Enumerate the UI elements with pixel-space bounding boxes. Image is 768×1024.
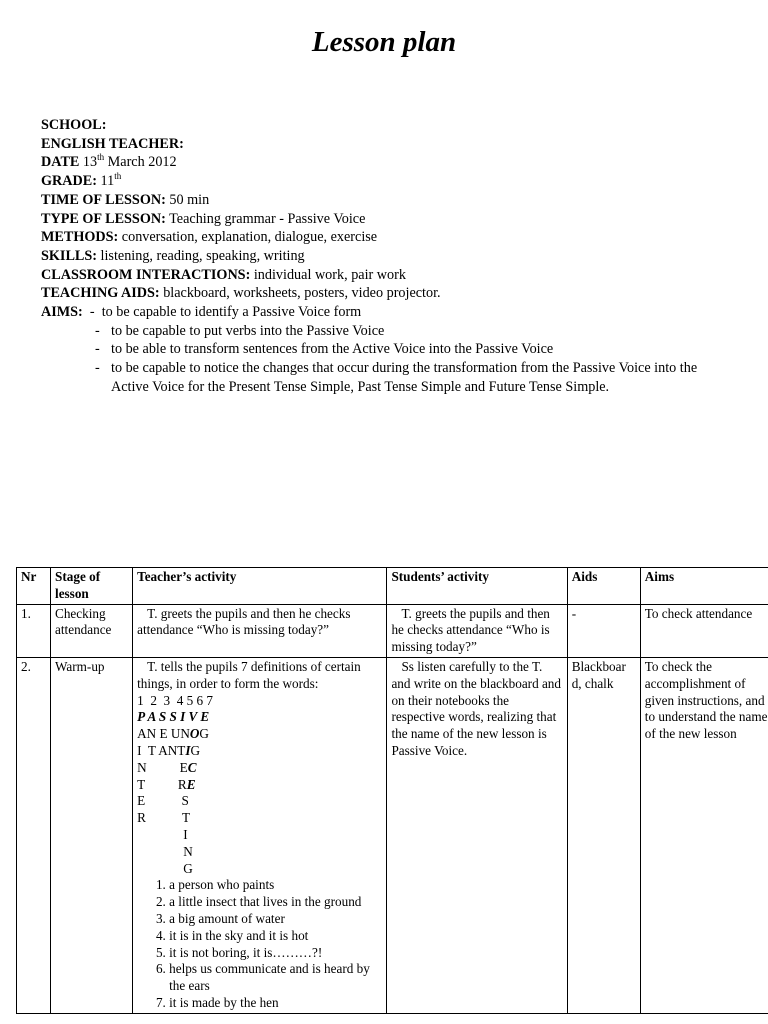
aims-row: AIMS: - to be capable to identify a Passive Voice form [41,304,362,321]
definitions-list [137,877,382,1011]
table-row [17,604,768,657]
definition-item: 3. a big amount of water [169,911,382,928]
header-aims: Aims [640,568,768,605]
type-label: TYPE OF LESSON: [41,210,166,227]
definition-item: 7. it is made by the hen [169,995,382,1012]
time-row [41,191,721,210]
date-rest: March 2012 [104,154,177,171]
header-teacher-activity: Teacher’s activity [133,568,387,605]
grade-label: GRADE: [41,173,97,190]
aims-item: - to be able to transform sentences from the Active Voice into the Passive Voice [95,341,554,358]
header-nr: Nr [17,568,51,605]
grade-row [41,172,721,191]
methods-row [41,228,721,247]
header-aids: Aids [567,568,640,605]
skills-value: listening, reading, speaking, writing [100,247,305,264]
aims-label: AIMS: [41,304,83,321]
row-stage: Warm-up [51,657,133,1013]
definition-item: 5. it is not boring, it is………?! [169,945,382,962]
header-stage: Stage of lesson [51,568,133,605]
date-day: 13 [82,154,98,171]
school-row [41,116,721,135]
skills-row [41,247,721,266]
teacher-intro: T. tells the pupils 7 definitions of certain things, in order to form the words: [137,658,361,691]
skills-label: SKILLS: [41,247,97,264]
definition-item: 1. a person who paints [169,877,382,894]
aids-label: TEACHING AIDS: [41,285,160,302]
interactions-label: CLASSROOM INTERACTIONS: [41,266,251,283]
definition-item: 2. a little insect that lives in the ground [169,894,382,911]
school-label: SCHOOL: [41,117,107,133]
lesson-header [41,116,721,397]
grade-value: 11 [100,173,115,190]
table-row [17,657,768,1013]
date-sup: th [97,152,105,163]
interactions-row [41,266,721,285]
grade-sup: th [114,171,122,182]
row-nr: 1. [17,604,51,657]
row-aims: To check attendance [640,604,768,657]
time-label: TIME OF LESSON: [41,191,166,208]
lesson-plan-table [16,567,768,1014]
date-label: DATE [41,154,80,171]
word-puzzle: 1 2 3 4 5 6 7 P A S S I V E AN E UNOG I T ANTIG N EC T RE E S R T I N G [137,692,213,876]
row-aids: - [567,604,640,657]
row-stage: Checking attendance [51,604,133,657]
date-row [41,153,721,172]
methods-label: METHODS: [41,229,119,246]
definition-item: 4. it is in the sky and it is hot [169,928,382,945]
type-value: Teaching grammar - Passive Voice [169,210,366,227]
methods-value: conversation, explanation, dialogue, exercise [121,229,378,246]
aims-list [41,322,721,397]
page-title: Lesson plan [311,26,457,58]
definition-item: 6. helps us communicate and is heard by the ears [169,961,382,995]
aims-item: - to be capable to notice the changes that occur during the transformation from the Passive Voice into the Active Voice for the Present Tense Simple, Past Tense Simple and Future Tense Simple. [95,360,698,395]
row-students-activity: Ss listen carefully to the T. and write on the blackboard and on their notebooks the respective words, realizing that the name of the new lesson is Passive Voice. [387,657,567,1013]
table-header-row [17,568,768,605]
teacher-label: ENGLISH TEACHER: [41,135,184,152]
header-students-activity: Students’ activity [387,568,567,605]
type-row [41,210,721,229]
aids-value: blackboard, worksheets, posters, video projector. [163,285,441,302]
aims-item: - to be capable to put verbs into the Passive Voice [95,322,385,339]
aims-first: to be capable to identify a Passive Voice form [101,304,362,321]
row-teacher-activity: T. greets the pupils and then he checks attendance “Who is missing today?” [133,604,387,657]
teacher-row [41,135,721,154]
row-teacher-activity [133,657,387,1013]
row-nr: 2. [17,657,51,1013]
row-students-activity: T. greets the pupils and then he checks attendance “Who is missing today?” [387,604,567,657]
row-aims: To check the accomplishment of given instructions, and to understand the name of the new lesson [640,657,768,1013]
interactions-value: individual work, pair work [253,266,406,283]
aids-row [41,284,721,303]
row-aids: Blackboar d, chalk [567,657,640,1013]
time-value: 50 min [169,191,210,208]
